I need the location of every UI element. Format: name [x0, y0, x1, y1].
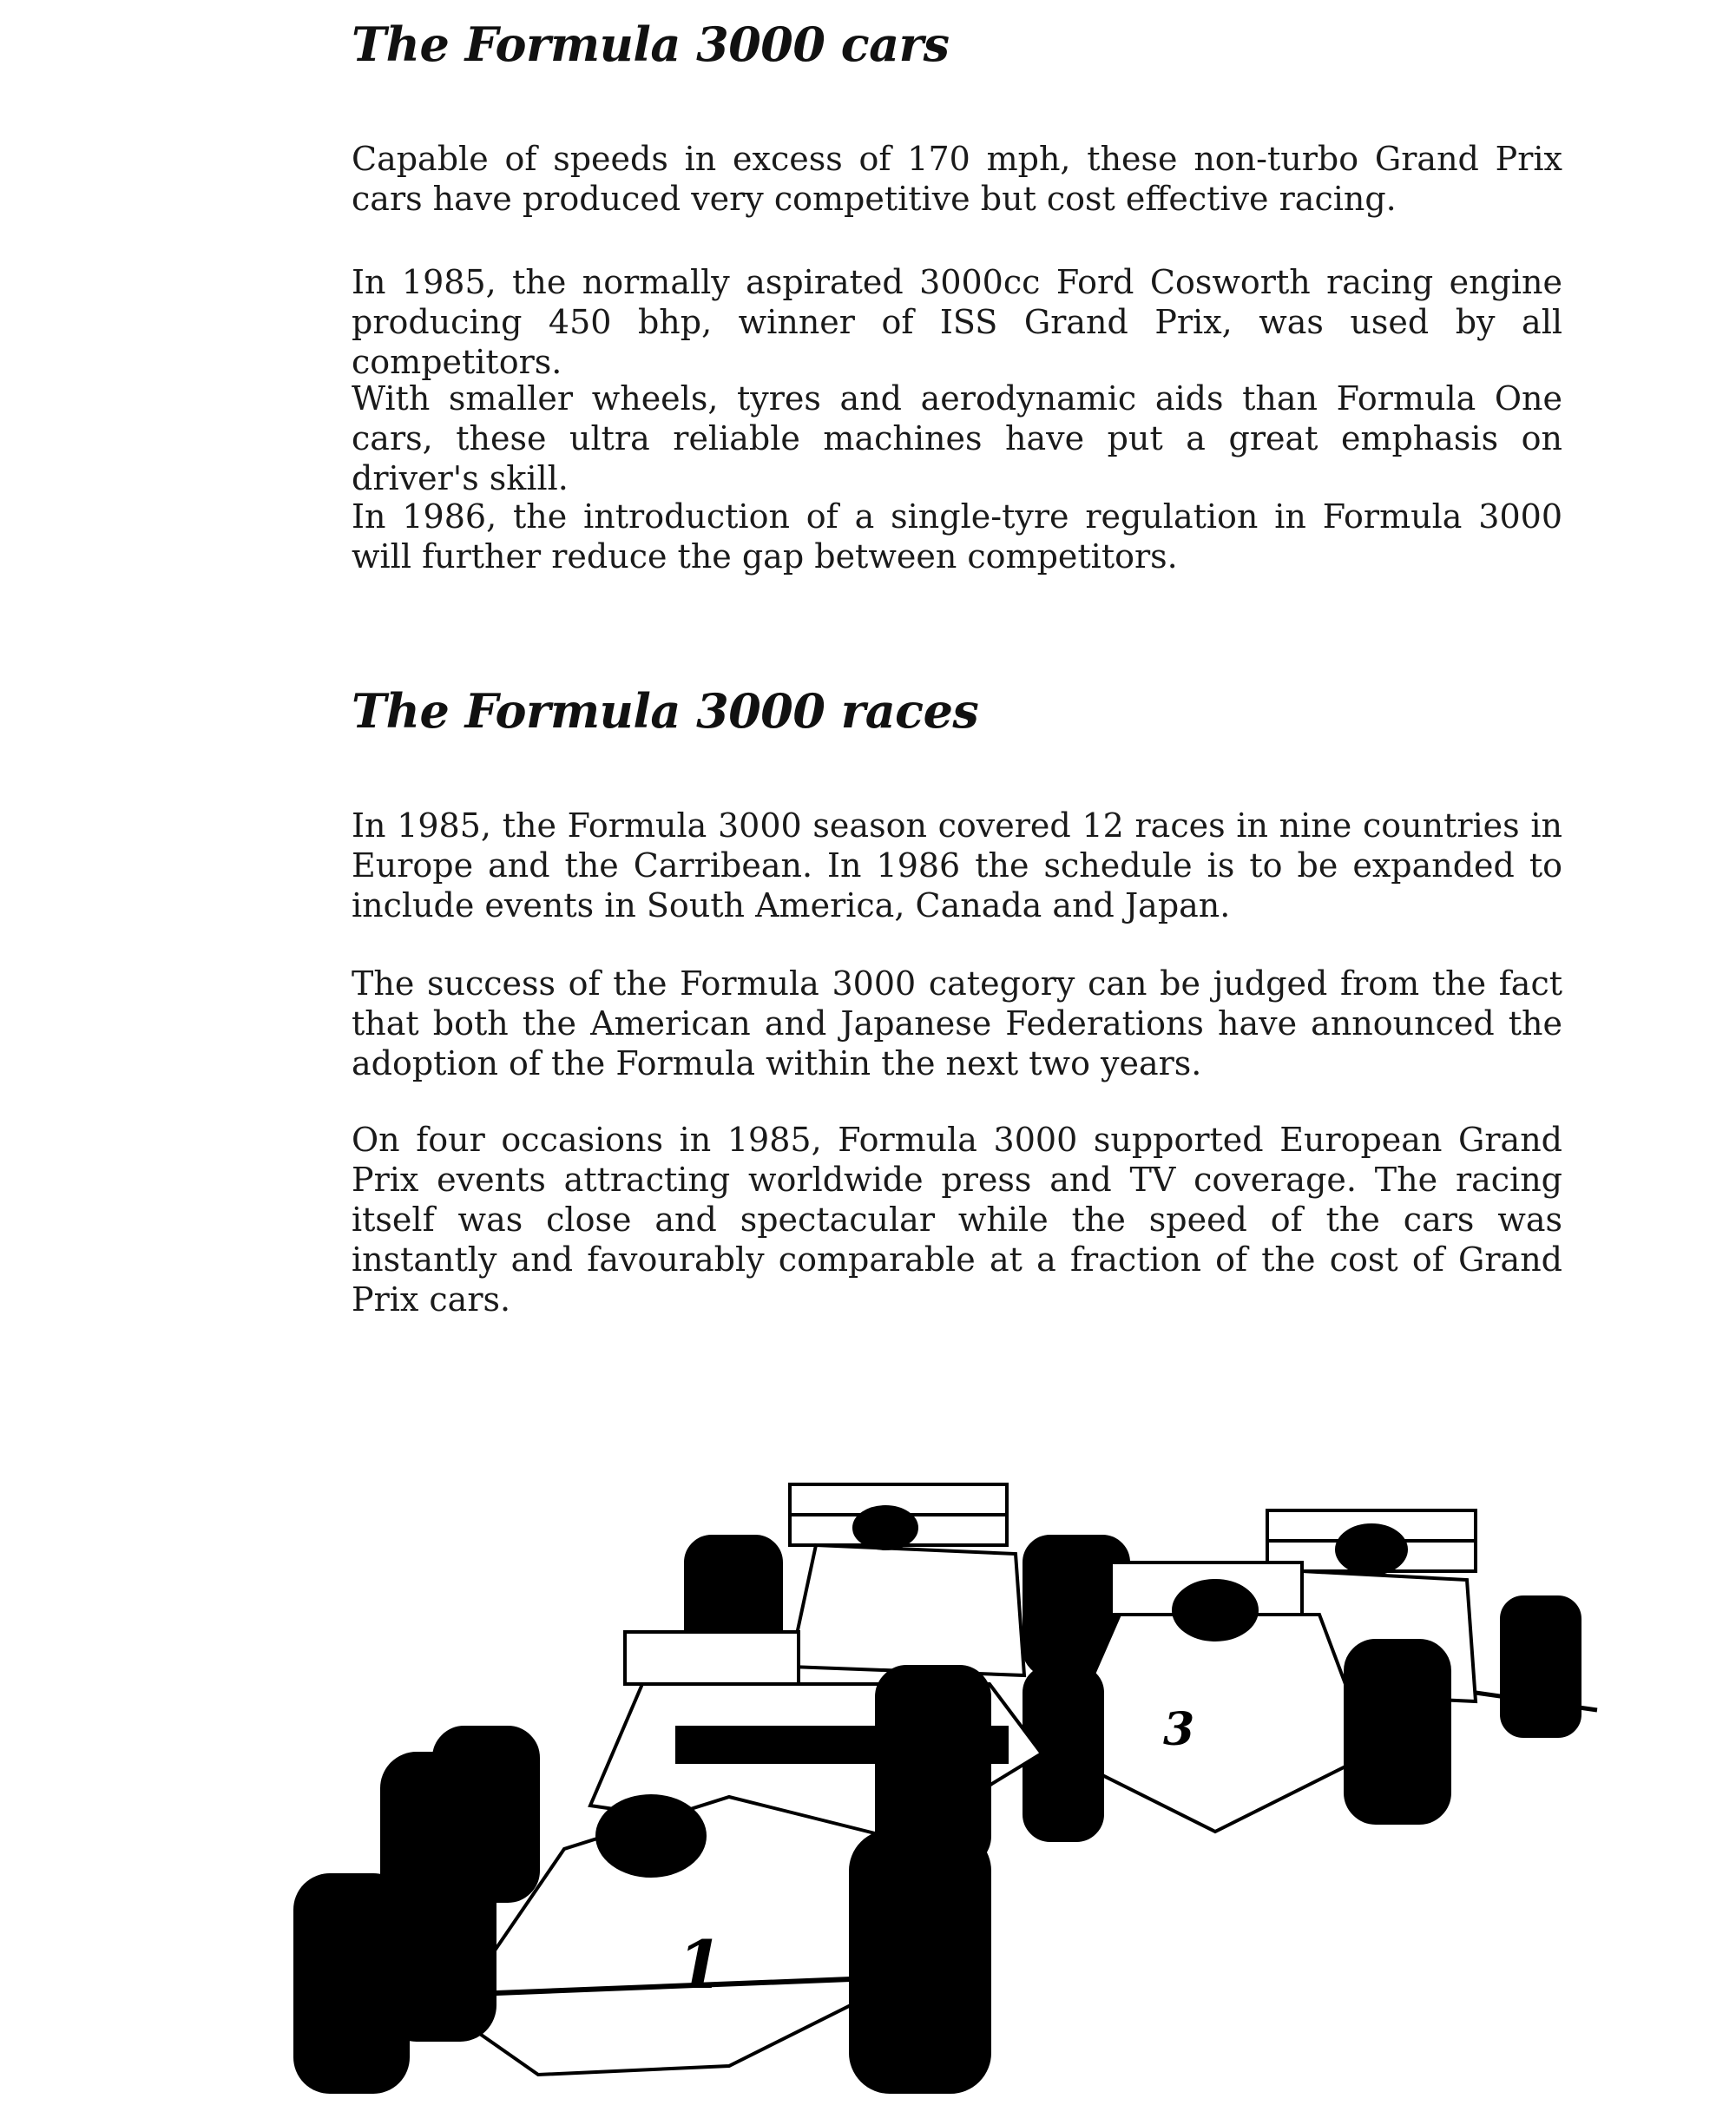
races-section	[352, 683, 1562, 1319]
cars-paragraph: In 1986, the introduction of a single-tyre regulation in Formula 3000 will further reduce the gap between competitors.	[352, 497, 1562, 576]
cars-section-title: The Formula 3000 cars	[352, 16, 950, 72]
races-paragraph: On four occasions in 1985, Formula 3000 supported European Grand Prix events attracting worldwide press and TV coverage. The racing itself was close and spectacular while the speed of the cars was instantly and favourably comparable at a fraction of the cost of Grand Prix cars.	[352, 1121, 1562, 1319]
races-section-title: The Formula 3000 races	[352, 683, 979, 739]
cars-section	[352, 16, 1562, 576]
races-paragraph: In 1985, the Formula 3000 season covered 12 races in nine countries in Europe and the Carribean. In 1986 the schedule is to be expanded to include events in South America, Canada and Japan.	[352, 806, 1562, 924]
cars-paragraph: In 1985, the normally aspirated 3000cc Ford Cosworth racing engine producing 450 bhp, winner of ISS Grand Prix, was used by all competitors.	[352, 263, 1562, 381]
cars-paragraph: Capable of speeds in excess of 170 mph, these non-turbo Grand Prix cars have produced very competitive but cost effective racing.	[352, 140, 1562, 218]
races-paragraph: The success of the Formula 3000 category can be judged from the fact that both the American and Japanese Federations have announced the adoption of the Formula within the next two years.	[352, 964, 1562, 1082]
cars-paragraph: With smaller wheels, tyres and aerodynamic aids than Formula One cars, these ultra reliable machines have put a great emphasis on driver's skill.	[352, 379, 1562, 497]
race-cars-illustration	[278, 1467, 1632, 2101]
car-number-3: 3	[1163, 1703, 1195, 1756]
car-number-1: 1	[677, 1926, 723, 2003]
